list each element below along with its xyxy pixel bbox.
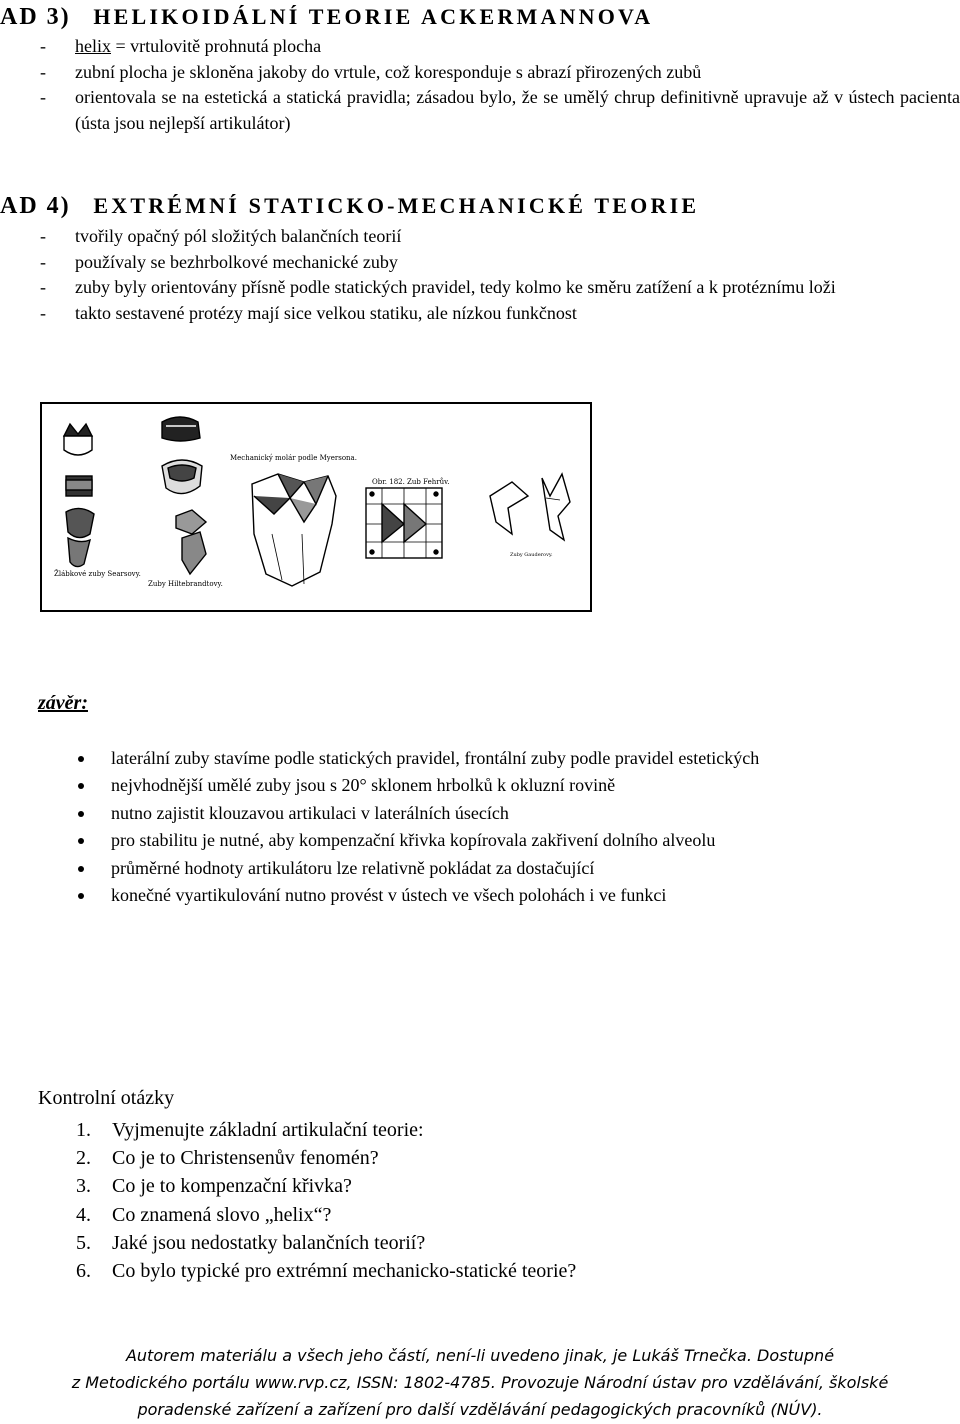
section4-number: AD 4) xyxy=(0,193,71,219)
list-item xyxy=(40,85,960,136)
list-item-text: používaly se bezhrbolkové mechanické zuby xyxy=(75,251,398,272)
question-number: 1. xyxy=(76,1119,91,1141)
section3-heading xyxy=(0,4,653,31)
list-item-text: nutno zajistit klouzavou artikulaci v laterálních úsecích xyxy=(111,802,509,823)
footer-attribution xyxy=(0,1342,960,1423)
caption-fehr: Obr. 182. Zub Fehrův. xyxy=(372,478,450,486)
list-item-text: průměrné hodnoty artikulátoru lze relativně pokládat za dostačující xyxy=(111,857,595,878)
list-item-text: takto sestavené protézy mají sice velkou statiku, ale nízkou funkčnost xyxy=(75,302,577,323)
list-item xyxy=(78,772,759,799)
list-item xyxy=(78,855,759,882)
list-item-text: = vrtulovitě prohnutá plocha xyxy=(111,36,322,56)
list-item-text: zuby byly orientovány přísně podle statických pravidel, tedy kolmo ke směru zatížení a k protéznímu loži xyxy=(75,277,836,297)
list-item-text: nejvhodnější umělé zuby jsou s 20° sklonem hrbolků k okluzní rovině xyxy=(111,775,616,796)
footer-line: Autorem materiálu a všech jeho částí, není-li uvedeno jinak, je Lukáš Trnečka. Dostupné xyxy=(125,1346,835,1365)
questions-title: Kontrolní otázky xyxy=(38,1087,175,1109)
conclusion-list xyxy=(78,745,759,909)
questions-list xyxy=(76,1116,576,1285)
question-text: Vyjmenujte základní artikulační teorie: xyxy=(112,1119,424,1141)
question-number: 5. xyxy=(76,1231,91,1254)
section3-number: AD 3) xyxy=(0,4,71,30)
question-number: 2. xyxy=(76,1147,91,1170)
list-item-text: zubní plocha je skloněna jakoby do vrtule, což koresponduje s abrazí přirozených zubů xyxy=(75,61,702,82)
caption-hiltebrandt: Zuby Hiltebrandtovy. xyxy=(148,580,223,588)
question-text: Co je to kompenzační křivka? xyxy=(112,1175,352,1198)
section4-heading xyxy=(0,193,699,220)
list-item xyxy=(40,60,960,86)
question-item xyxy=(76,1172,576,1200)
list-item xyxy=(40,250,960,276)
section3-list xyxy=(40,34,960,136)
teeth-illustration xyxy=(42,404,590,610)
list-item xyxy=(40,301,960,327)
section4-list xyxy=(40,224,960,326)
list-item xyxy=(40,275,960,301)
list-item-text: laterální zuby stavíme podle statických pravidel, frontální zuby podle pravidel estetických xyxy=(111,748,760,768)
teeth-figure xyxy=(40,402,592,612)
list-item xyxy=(78,827,759,854)
list-item xyxy=(40,224,960,250)
list-item xyxy=(78,882,759,909)
list-item xyxy=(40,34,960,60)
helix-term: helix xyxy=(75,36,111,56)
question-item xyxy=(76,1116,576,1144)
list-item xyxy=(78,800,759,827)
question-text: Jaké jsou nedostatky balančních teorií? xyxy=(112,1231,426,1254)
footer-line: z Metodického portálu www.rvp.cz, ISSN: 1802-4785. Provozuje Národní ústav pro vzdělávání, školské xyxy=(71,1373,889,1392)
question-text: Co znamená slovo „helix“? xyxy=(112,1203,332,1226)
conclusion-heading: závěr: xyxy=(38,692,88,714)
question-item xyxy=(76,1257,576,1285)
footer-line: poradenské zařízení a zařízení pro další vzdělávání pedagogických pracovníků (NÚV). xyxy=(137,1400,823,1419)
question-item xyxy=(76,1201,576,1229)
question-text: Co je to Christensenův fenomén? xyxy=(112,1147,379,1170)
question-number: 3. xyxy=(76,1175,91,1198)
section3-title: HELIKOIDÁLNÍ TEORIE ACKERMANNOVA xyxy=(93,4,654,29)
list-item-text: konečné vyartikulování nutno provést v ústech ve všech polohách i ve funkci xyxy=(111,885,667,906)
question-number: 6. xyxy=(76,1260,91,1283)
list-item-text: orientovala se na estetická a statická pravidla; zásadou bylo, že se umělý chrup definitivně upravuje až v ústech pacienta (ústa jsou nejlepší artikulátor) xyxy=(75,87,960,133)
list-item-text: tvořily opačný pól složitých balančních teorií xyxy=(75,226,402,246)
caption-small: Zuby Gauderovy. xyxy=(510,552,553,558)
list-item-text: pro stabilitu je nutné, aby kompenzační křivka kopírovala zakřivení dolního alveolu xyxy=(111,830,716,851)
section4-title: EXTRÉMNÍ STATICKO-MECHANICKÉ TEORIE xyxy=(93,193,700,218)
question-item xyxy=(76,1144,576,1172)
caption-myerson: Mechanický molár podle Myersona. xyxy=(230,454,357,462)
question-item xyxy=(76,1229,576,1257)
question-number: 4. xyxy=(76,1203,91,1226)
list-item xyxy=(78,745,759,772)
caption-sears: Žlábkové zuby Searsovy. xyxy=(54,570,141,578)
question-text: Co bylo typické pro extrémní mechanicko-statické teorie? xyxy=(112,1260,577,1283)
